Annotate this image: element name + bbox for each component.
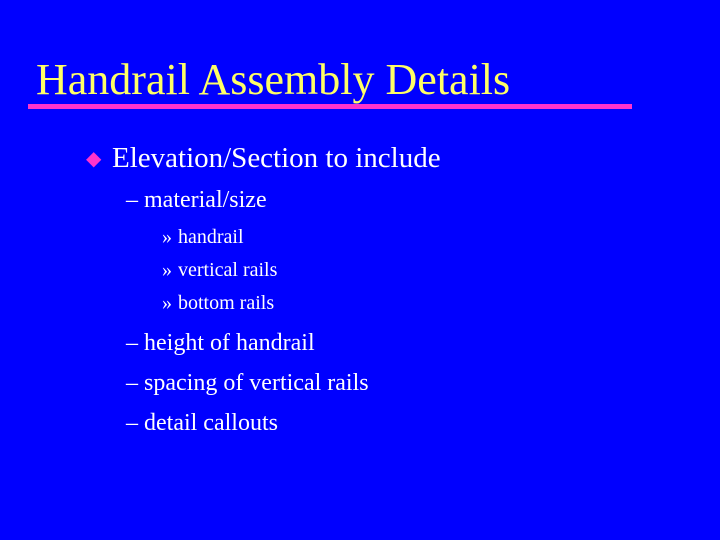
bullet-level2-text: material/size [144,187,267,213]
bullet-level3-item [162,224,244,250]
dash-marker: – [126,370,138,396]
bullet-level1-text: Elevation/Section to include [112,141,441,174]
bullet-level3-text: handrail [178,226,244,248]
bullet-level2-text: height of handrail [144,330,315,356]
bullet-level1 [86,138,441,178]
dash-marker: – [126,410,138,436]
bullet-level2-item [126,328,315,358]
bullet-level3-text: bottom rails [178,292,275,314]
bullet-level2-text: detail callouts [144,410,278,436]
bullet-level3-item [162,257,277,283]
dash-marker: – [126,187,138,213]
double-chevron-marker: » [162,259,172,281]
bullet-level2-item [126,368,369,398]
bullet-level2-item [126,185,267,215]
bullet-level3-text: vertical rails [178,259,278,281]
slide-title: Handrail Assembly Details [36,55,511,104]
dash-marker: – [126,330,138,356]
double-chevron-marker: » [162,292,172,314]
bullet-level3-item [162,290,274,316]
title-underline [28,104,632,109]
diamond-bullet-icon: ◆ [86,146,102,170]
double-chevron-marker: » [162,226,172,248]
bullet-level2-text: spacing of vertical rails [144,370,369,396]
bullet-level2-item [126,408,278,438]
